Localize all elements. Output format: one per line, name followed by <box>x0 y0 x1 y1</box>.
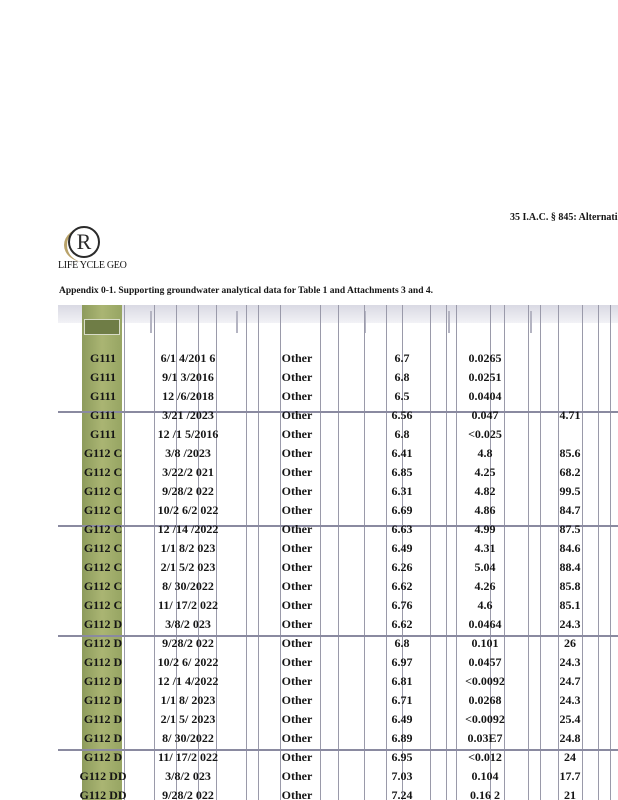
value-cell: 85.8 <box>559 579 581 593</box>
value-cell: 4.99 <box>474 522 496 536</box>
value-cell: 0.0457 <box>468 655 502 669</box>
value-cell: 6.5 <box>394 389 410 403</box>
location-cell: G112 D <box>83 693 123 707</box>
date-cell: 11/ 17/2 022 <box>157 750 218 764</box>
sample-type-cell: Other <box>281 636 313 650</box>
value-cell: 6.62 <box>391 617 413 631</box>
logo-text: LIFE YCLE GEO <box>58 260 127 271</box>
table-row <box>58 558 618 577</box>
table-row <box>58 691 618 710</box>
location-cell: G112 C <box>83 465 123 479</box>
location-cell: G112 D <box>83 655 123 669</box>
location-cell: G111 <box>89 427 116 441</box>
sample-type-cell: Other <box>281 503 313 517</box>
value-cell: 4.25 <box>474 465 496 479</box>
value-cell: <0.012 <box>468 750 502 764</box>
table-row <box>58 577 618 596</box>
value-cell: 6.71 <box>391 693 413 707</box>
sample-type-cell: Other <box>281 598 313 612</box>
value-cell: 87.5 <box>559 522 581 536</box>
location-cell: G112 C <box>83 598 123 612</box>
value-cell: 24.3 <box>559 693 581 707</box>
value-cell: <0.0092 <box>465 712 505 726</box>
value-cell: 6.8 <box>394 636 410 650</box>
date-cell: 3/8/2 023 <box>165 769 211 783</box>
value-cell: 0.0251 <box>468 370 502 384</box>
date-cell: 8/ 30/2022 <box>162 731 214 745</box>
table-row <box>58 444 618 463</box>
registered-mark-icon: R <box>68 226 100 258</box>
value-cell: 4.71 <box>559 408 581 422</box>
sample-type-cell: Other <box>281 655 313 669</box>
location-cell: G112 D <box>83 674 123 688</box>
table-row <box>58 786 618 800</box>
location-cell: G111 <box>89 351 116 365</box>
sample-type-cell: Other <box>281 560 313 574</box>
value-cell: 7.03 <box>391 769 413 783</box>
value-cell: 6.8 <box>394 427 410 441</box>
sample-type-cell: Other <box>281 389 313 403</box>
value-cell: <0.0092 <box>465 674 505 688</box>
location-cell: G112 C <box>83 522 123 536</box>
value-cell: 0.0265 <box>468 351 502 365</box>
value-cell: 6.69 <box>391 503 413 517</box>
sample-type-cell: Other <box>281 465 313 479</box>
date-cell: 12 /1 5/2016 <box>157 427 219 441</box>
table-row <box>58 653 618 672</box>
location-cell: G112 D <box>83 636 123 650</box>
table-row <box>58 634 618 653</box>
value-cell: 6.26 <box>391 560 413 574</box>
location-cell: G112 C <box>83 484 123 498</box>
date-cell: 3/21 /2023 <box>162 408 214 422</box>
value-cell: 6.41 <box>391 446 413 460</box>
sample-type-cell: Other <box>281 484 313 498</box>
value-cell: 4.8 <box>477 446 493 460</box>
sample-type-cell: Other <box>281 370 313 384</box>
value-cell: 6.76 <box>391 598 413 612</box>
header-marker <box>448 311 450 333</box>
table-row <box>58 767 618 786</box>
value-cell: 25.4 <box>559 712 581 726</box>
value-cell: 84.7 <box>559 503 581 517</box>
table-row <box>58 406 618 425</box>
sample-type-cell: Other <box>281 769 313 783</box>
value-cell: 6.95 <box>391 750 413 764</box>
date-cell: 11/ 17/2 022 <box>157 598 218 612</box>
date-cell: 10/2 6/2 022 <box>157 503 219 517</box>
value-cell: 24 <box>564 750 576 764</box>
value-cell: <0.025 <box>468 427 502 441</box>
date-cell: 12 /6/2018 <box>162 389 214 403</box>
location-cell: G112 DD <box>79 769 127 783</box>
date-cell: 3/8 /2023 <box>165 446 211 460</box>
date-cell: 9/28/2 022 <box>162 788 214 800</box>
value-cell: 6.49 <box>391 712 413 726</box>
value-cell: 85.6 <box>559 446 581 460</box>
location-cell: G112 C <box>83 446 123 460</box>
document-header-reference: 35 I.A.C. § 845: Alternati <box>510 212 618 223</box>
company-logo <box>58 226 138 272</box>
location-cell: G112 C <box>83 541 123 555</box>
location-header-cell <box>84 319 120 335</box>
sample-type-cell: Other <box>281 408 313 422</box>
value-cell: 6.31 <box>391 484 413 498</box>
value-cell: 6.56 <box>391 408 413 422</box>
value-cell: 84.6 <box>559 541 581 555</box>
table-row <box>58 463 618 482</box>
sample-type-cell: Other <box>281 446 313 460</box>
table-row <box>58 501 618 520</box>
location-cell: G112 DD <box>79 788 127 800</box>
value-cell: 6.62 <box>391 579 413 593</box>
table-row <box>58 482 618 501</box>
table-row <box>58 425 618 444</box>
date-cell: 9/28/2 022 <box>162 484 214 498</box>
value-cell: 24.7 <box>559 674 581 688</box>
location-cell: G111 <box>89 408 116 422</box>
date-cell: 8/ 30/2022 <box>162 579 214 593</box>
value-cell: 4.31 <box>474 541 496 555</box>
value-cell: 4.6 <box>477 598 493 612</box>
value-cell: 0.16 2 <box>470 788 500 800</box>
value-cell: 7.24 <box>391 788 413 800</box>
location-cell: G112 C <box>83 579 123 593</box>
sample-type-cell: Other <box>281 674 313 688</box>
table-row <box>58 748 618 767</box>
sample-type-cell: Other <box>281 522 313 536</box>
value-cell: 0.101 <box>471 636 499 650</box>
date-cell: 2/1 5/ 2023 <box>160 712 216 726</box>
value-cell: 4.82 <box>474 484 496 498</box>
table-row <box>58 729 618 748</box>
value-cell: 99.5 <box>559 484 581 498</box>
sample-type-cell: Other <box>281 788 313 800</box>
sample-type-cell: Other <box>281 351 313 365</box>
location-cell: G112 C <box>83 560 123 574</box>
value-cell: 24.3 <box>559 617 581 631</box>
header-marker <box>236 311 238 333</box>
location-cell: G112 D <box>83 617 123 631</box>
value-cell: 26 <box>564 636 576 650</box>
date-cell: 9/1 3/2016 <box>162 370 214 384</box>
date-cell: 12 /14 /2022 <box>157 522 219 536</box>
value-cell: 6.49 <box>391 541 413 555</box>
table-row <box>58 520 618 539</box>
date-cell: 1/1 8/ 2023 <box>160 693 216 707</box>
value-cell: 4.26 <box>474 579 496 593</box>
table-row <box>58 596 618 615</box>
groundwater-data-table <box>58 305 618 800</box>
value-cell: 6.81 <box>391 674 413 688</box>
value-cell: 6.8 <box>394 370 410 384</box>
table-row <box>58 387 618 406</box>
sample-type-cell: Other <box>281 712 313 726</box>
value-cell: 0.03E7 <box>467 731 503 745</box>
sample-type-cell: Other <box>281 617 313 631</box>
value-cell: 21 <box>564 788 576 800</box>
table-row <box>58 710 618 729</box>
value-cell: 0.0268 <box>468 693 502 707</box>
table-caption: Appendix 0-1. Supporting groundwater analytical data for Table 1 and Attachments 3 and 4. <box>59 286 433 296</box>
location-cell: G111 <box>89 389 116 403</box>
value-cell: 6.85 <box>391 465 413 479</box>
table-row <box>58 368 618 387</box>
value-cell: 5.04 <box>474 560 496 574</box>
date-cell: 2/1 5/2 023 <box>160 560 216 574</box>
date-cell: 3/22/2 021 <box>162 465 214 479</box>
value-cell: 0.0404 <box>468 389 502 403</box>
table-row <box>58 615 618 634</box>
sample-type-cell: Other <box>281 750 313 764</box>
value-cell: 6.97 <box>391 655 413 669</box>
header-marker <box>530 311 532 333</box>
date-cell: 12 /1 4/2022 <box>157 674 219 688</box>
location-cell: G112 D <box>83 712 123 726</box>
value-cell: 88.4 <box>559 560 581 574</box>
value-cell: 17.7 <box>559 769 581 783</box>
table-row <box>58 672 618 691</box>
sample-type-cell: Other <box>281 693 313 707</box>
date-cell: 1/1 8/2 023 <box>160 541 216 555</box>
date-cell: 3/8/2 023 <box>165 617 211 631</box>
sample-type-cell: Other <box>281 427 313 441</box>
location-cell: G112 C <box>83 503 123 517</box>
value-cell: 4.86 <box>474 503 496 517</box>
value-cell: 24.8 <box>559 731 581 745</box>
date-cell: 6/1 4/201 6 <box>160 351 216 365</box>
value-cell: 6.7 <box>394 351 410 365</box>
value-cell: 24.3 <box>559 655 581 669</box>
value-cell: 85.1 <box>559 598 581 612</box>
sample-type-cell: Other <box>281 541 313 555</box>
value-cell: 68.2 <box>559 465 581 479</box>
header-marker <box>150 311 152 333</box>
location-cell: G112 D <box>83 750 123 764</box>
sample-type-cell: Other <box>281 579 313 593</box>
location-cell: G112 D <box>83 731 123 745</box>
value-cell: 0.0464 <box>468 617 502 631</box>
table-row <box>58 349 618 368</box>
date-cell: 10/2 6/ 2022 <box>157 655 219 669</box>
value-cell: 0.104 <box>471 769 499 783</box>
location-cell: G111 <box>89 370 116 384</box>
sample-type-cell: Other <box>281 731 313 745</box>
table-row <box>58 539 618 558</box>
value-cell: 0.047 <box>471 408 499 422</box>
date-cell: 9/28/2 022 <box>162 636 214 650</box>
value-cell: 6.89 <box>391 731 413 745</box>
value-cell: 6.63 <box>391 522 413 536</box>
